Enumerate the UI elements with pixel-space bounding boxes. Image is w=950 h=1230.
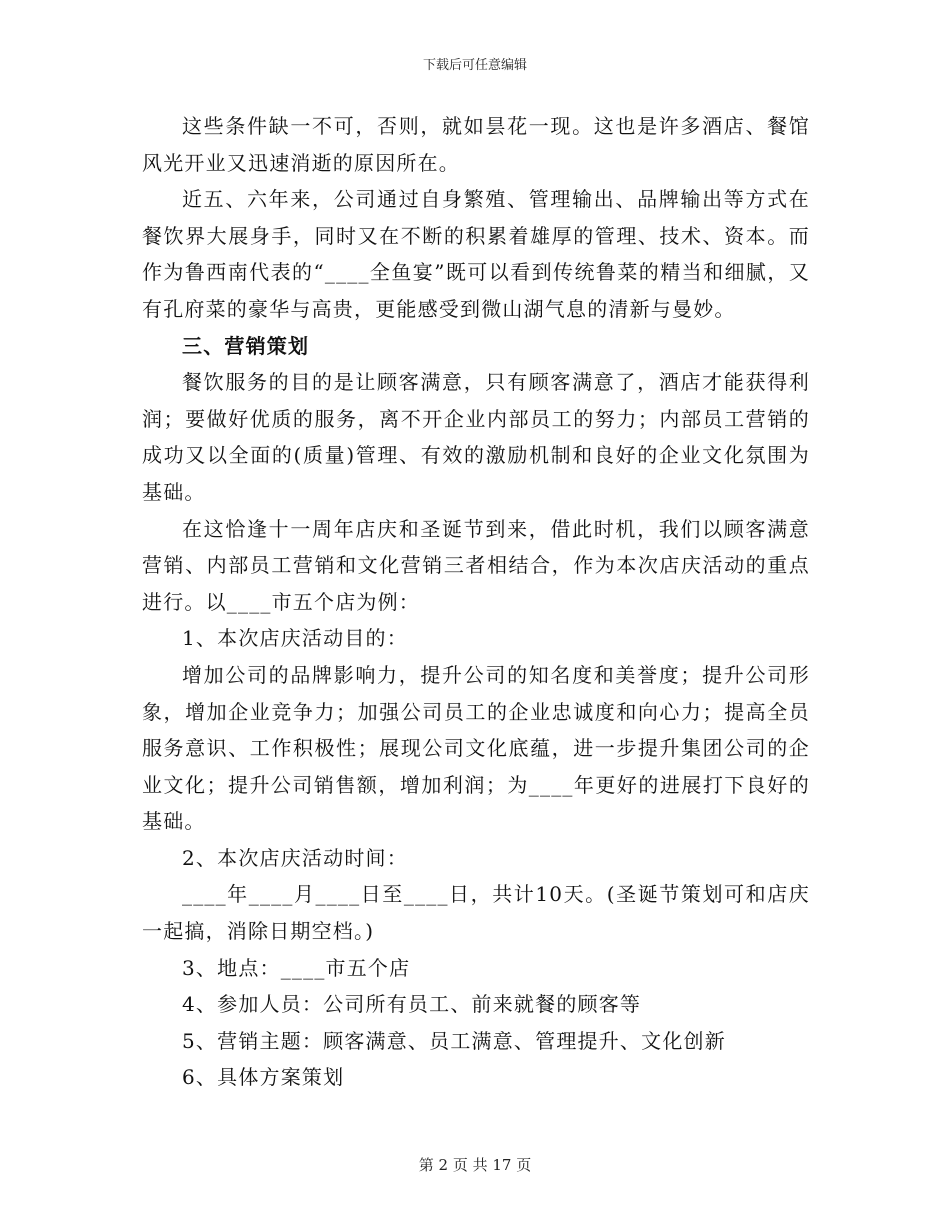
list-item: 2、本次店庆活动时间：: [182, 845, 408, 870]
list-item: 5、营销主题：顾客满意、员工满意、管理提升、文化创新: [182, 1028, 726, 1053]
paragraph: 在这恰逢十一周年店庆和圣诞节到来，借此时机，我们以顾客满意营销、内部员工营销和文化营销三者相结合，作为本次店庆活动的重点进行。以____市五个店为例：: [142, 516, 810, 614]
paragraph: 增加公司的品牌影响力，提升公司的知名度和美誉度；提升公司形象，增加企业竞争力；加强公司员工的企业忠诚度和向心力；提高全员服务意识、工作积极性；展现公司文化底蕴，进一步提升集团公司的企业文化；提升公司销售额，增加利润；为____年更好的进展打下良好的基础。: [142, 662, 810, 834]
document-body: [142, 108, 810, 1096]
list-item: 6、具体方案策划: [182, 1065, 345, 1090]
list-item: 1、本次店庆活动目的：: [182, 626, 408, 651]
paragraph: 近五、六年来，公司通过自身繁殖、管理输出、品牌输出等方式在餐饮界大展身手，同时又在不断的积累着雄厚的管理、技术、资本。而作为鲁西南代表的“____全鱼宴”既可以看到传统鲁菜的精当和细腻，又有孔府菜的豪华与高贵，更能感受到微山湖气息的清新与曼妙。: [142, 187, 810, 321]
paragraph: 餐饮服务的目的是让顾客满意，只有顾客满意了，酒店才能获得利润；要做好优质的服务，离不开企业内部员工的努力；内部员工营销的成功又以全面的(质量)管理、有效的激励机制和良好的企业文化氛围为基础。: [142, 370, 810, 504]
section-heading: 三、营销策划: [182, 333, 310, 358]
paragraph: 这些条件缺一不可，否则，就如昙花一现。这也是许多酒店、餐馆风光开业又迅速消逝的原因所在。: [142, 114, 810, 175]
page-number: 第 2 页 共 17 页: [418, 1156, 532, 1174]
list-item: 3、地点：____市五个店: [182, 955, 411, 980]
list-item: 4、参加人员：公司所有员工、前来就餐的顾客等: [182, 992, 642, 1017]
page-header-note: 下载后可任意编辑: [422, 58, 527, 73]
paragraph: ____年____月____日至____日，共计10天。(圣诞节策划可和店庆一起搞，消除日期空档。): [142, 882, 810, 944]
